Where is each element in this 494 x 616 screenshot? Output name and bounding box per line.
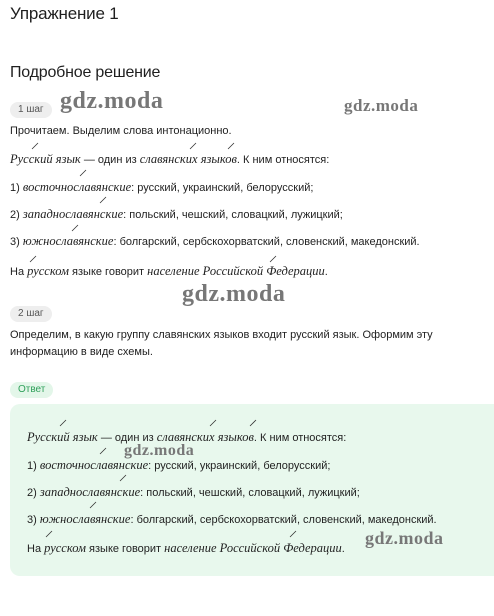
subject-term: Русский язык xyxy=(10,152,81,166)
watermark: gdz.moda xyxy=(365,528,444,548)
list-item: 3) южнославянские: болгарский, сербскохорватский, словенский, македонский. xyxy=(27,512,437,526)
watermark: gdz.moda xyxy=(182,281,286,307)
list-item: 2) западнославянские: польский, чешский, словацкий, лужицкий; xyxy=(27,485,360,499)
step-2-text-line-1: Определим, в какую группу славянских языков входит русский язык. Оформим эту xyxy=(10,329,433,341)
step-1-intro: Прочитаем. Выделим слова интонационно. xyxy=(10,125,232,137)
step-1-badge: 1 шаг xyxy=(10,102,52,118)
solution-heading: Подробное решение xyxy=(10,64,161,81)
list-item: 1) восточнославянские: русский, украинский, белорусский; xyxy=(27,458,331,472)
step-1-line-1: Русский язык — один из славянских языков. К ним относятся: xyxy=(10,152,330,166)
list-item: 1) восточнославянские: русский, украинский, белорусский; xyxy=(10,180,314,194)
answer-last-line: На русском языке говорит население Российской Федерации. xyxy=(27,541,345,555)
answer-box xyxy=(10,404,494,576)
list-item: 2) западнославянские: польский, чешский, словацкий, лужицкий; xyxy=(10,207,343,221)
page-title: Упражнение 1 xyxy=(10,4,119,23)
answer-badge: Ответ xyxy=(10,382,53,398)
object-term: славянских языков xyxy=(139,152,237,166)
step-2-text-line-2: информацию в виде схемы. xyxy=(10,346,153,358)
answer-accent-marks xyxy=(10,404,494,576)
answer-line-1: Русский язык — один из славянских языков. К ним относятся: xyxy=(27,430,347,444)
list-item: 3) южнославянские: болгарский, сербскохорватский, словенский, македонский. xyxy=(10,234,420,248)
watermark: gdz.moda xyxy=(124,442,195,459)
watermark: gdz.moda xyxy=(344,96,419,115)
step-2-badge: 2 шаг xyxy=(10,306,52,322)
step-1-last-line: На русском языке говорит население Российской Федерации. xyxy=(10,264,328,278)
watermark: gdz.moda xyxy=(60,88,164,114)
